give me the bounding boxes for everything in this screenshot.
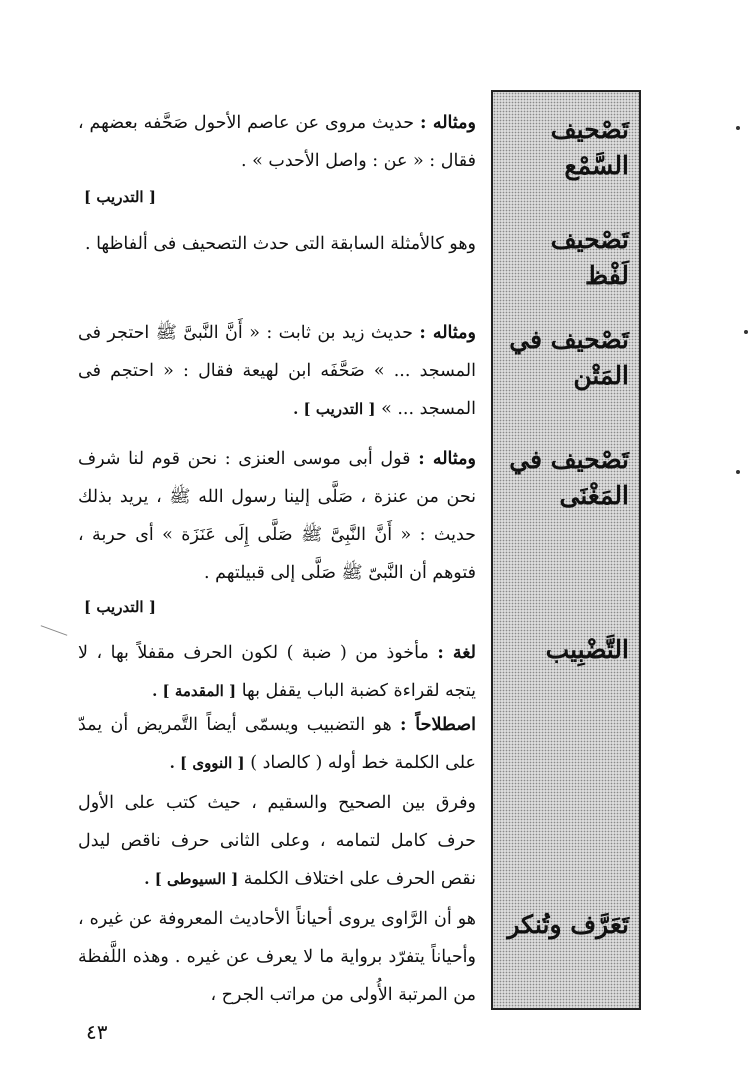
source-citation: [ النووى ] .: [169, 754, 245, 772]
source-citation: [ السيوطى ] .: [144, 870, 239, 888]
page-number: ٤٣: [86, 1020, 108, 1044]
scan-speck: [736, 470, 740, 474]
section-lugha: [78, 634, 476, 710]
section-istilah: [78, 706, 476, 782]
section-taarruf: [78, 900, 476, 1014]
istilah-label: اصطلاحاً :: [400, 715, 476, 735]
scan-speck: [744, 330, 748, 334]
lugha-label: لغة :: [437, 643, 476, 663]
source-citation: [ التدريب ] .: [293, 400, 376, 418]
source-citation: [ التدريب ]: [84, 188, 156, 206]
section-text: وهو كالأمثلة السابقة التى حدث التصحيف فى ألفاظها .: [84, 234, 476, 254]
section-lafz: [78, 225, 476, 263]
section-text: قول أبى موسى العنزى : نحن قوم لنا شرف نحن من عنزة ، صَلَّى إلينا رسول الله ﷺ ، يريد بذلك حديث : « أَنَّ النَّبِىَّ ﷺ صَلَّى إِلَى عَنَزَة » أى حربة ، فتوهم أن النَّبىّ ﷺ صَلَّى إلى قبيلتهم .: [78, 449, 476, 583]
section-text: وفرق بين الصحيح والسقيم ، حيث كتب على الأول حرف كامل لتمامه ، وعلى الثانى حرف ناقص ليدل نقص الحرف على اختلاف الكلمة: [78, 793, 476, 889]
section-farq: [78, 784, 476, 898]
section-text: حديث مروى عن عاصم الأحول صَحَّفه بعضهم ، فقال : « عن : واصل الأحدب » .: [78, 113, 476, 171]
sidebar-term-tadbib: التَّضْبِيب: [545, 635, 629, 664]
section-example-mana: [78, 440, 476, 592]
source-citation: [ التدريب ]: [84, 598, 156, 616]
section-text: هو التضبيب ويسمّى أيضاً التَّمريض أن يمدّ على الكلمة خط أوله ( كالصاد ): [78, 715, 476, 773]
section-text: مأخوذ من ( ضبة ) لكون الحرف مقفلاً بها ، لا يتجه لقراءة كضبة الباب يقفل بها: [78, 643, 476, 701]
scan-speck: [736, 126, 740, 130]
example-label: ومثاله :: [419, 113, 476, 133]
sidebar-term-matn: تَصْحيف في المَتْن: [509, 325, 629, 390]
source-citation: [ المقدمة ] .: [152, 682, 237, 700]
sidebar-term-mana: تَصْحيف في المَغْنَى: [509, 445, 629, 510]
section-example-sam: [78, 104, 476, 180]
section-text: حديث زيد بن ثابت : « أَنَّ النَّبىَّ ﷺ احتجر فى المسجد ... » صَحَّفَه ابن لهيعة فقال : « احتجم فى المسجد ... »: [78, 323, 476, 419]
sidebar-term-sam: تَصْحيف السَّمْع: [550, 115, 629, 180]
section-example-matn: [78, 314, 476, 428]
section-text: هو أن الرَّاوى يروى أحياناً الأحاديث المعروفة عن غيره ، وأحياناً يتفرّد برواية ما لا يعرف عن غيره . وهذه اللَّفظة من المرتبة الأُولى من مراتب الجرح ،: [78, 909, 476, 1005]
term-sidebar: [491, 90, 641, 1010]
example-label: ومثاله :: [419, 323, 476, 343]
sidebar-term-lafz: تَصْحيف لَفْظ: [550, 225, 629, 290]
example-label: ومثاله :: [418, 449, 476, 469]
sidebar-term-taarruf: تَعَرَّف وتُنكر: [507, 910, 629, 939]
scan-mark: [41, 625, 68, 636]
